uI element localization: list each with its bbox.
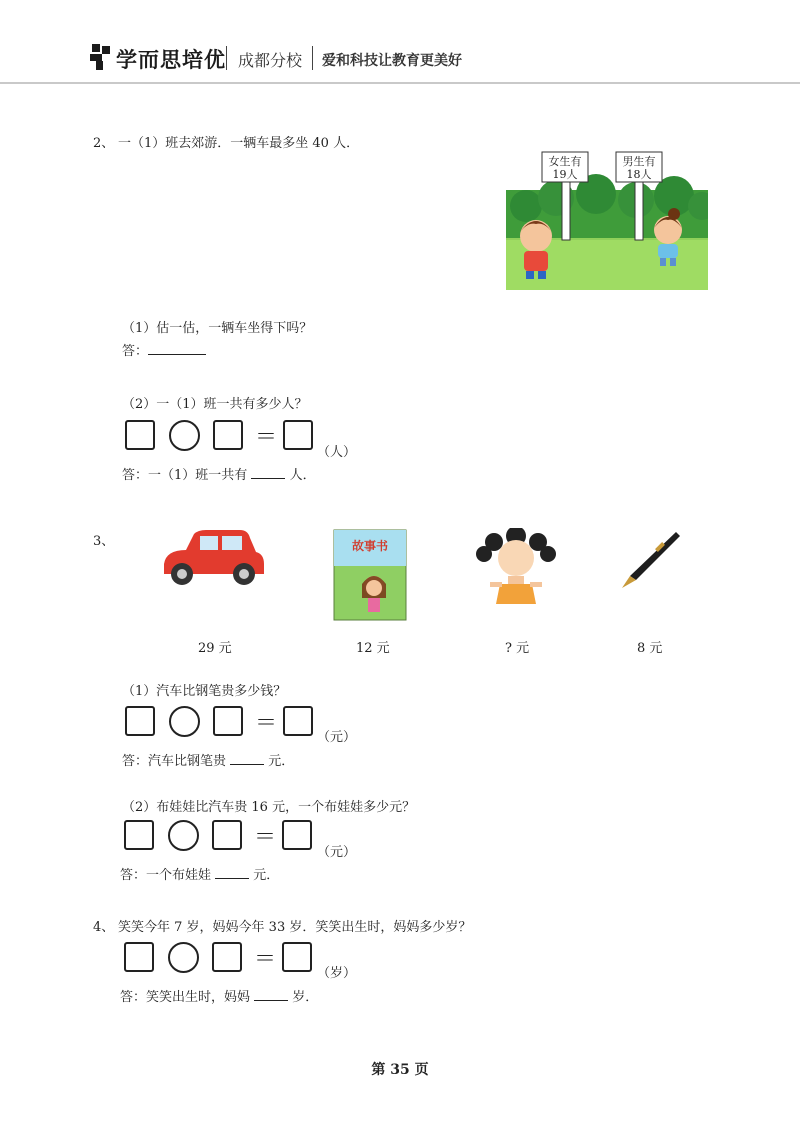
page-number: 第 35 页 <box>371 1062 429 1078</box>
price-label: 8 元 <box>637 641 663 656</box>
answer-box[interactable] <box>283 420 313 450</box>
answer-line <box>120 986 318 1005</box>
girls-sign-line1: 女生有 <box>548 155 582 168</box>
answer-box[interactable] <box>282 942 312 972</box>
answer-box[interactable] <box>212 820 242 850</box>
header-divider <box>226 46 227 70</box>
question-stem: 笑笑今年 7 岁，妈妈今年 33 岁．笑笑出生时，妈妈多少岁？ <box>118 920 472 935</box>
answer-line <box>122 340 206 359</box>
answer-text: 元． <box>253 868 280 883</box>
question-number: 4、 <box>93 920 115 935</box>
branch-name: 成都分校 <box>238 51 303 70</box>
answer-blank[interactable] <box>148 342 206 355</box>
price-label: 29 元 <box>198 641 232 656</box>
subquestion: （2）布娃娃比汽车贵 16 元，一个布娃娃多少元？ <box>122 800 416 815</box>
storybook-image <box>332 528 408 622</box>
question-number: 3、 <box>93 534 115 549</box>
subquestion: （1）汽车比钢笔贵多少钱？ <box>122 684 287 699</box>
equals-sign: ＝ <box>255 711 278 736</box>
boys-sign-line1: 男生有 <box>622 155 656 168</box>
answer-box[interactable] <box>283 706 313 736</box>
equals-sign: ＝ <box>254 947 277 972</box>
brand-logo-icon <box>90 44 112 70</box>
subquestion: （2）一（1）班一共有多少人？ <box>122 397 308 412</box>
price-label: ? 元 <box>505 641 530 656</box>
answer-text: 答：汽车比钢笔贵 <box>122 754 227 769</box>
class-outing-illustration <box>506 148 708 290</box>
answer-text: 人． <box>289 468 316 483</box>
answer-line <box>122 750 294 769</box>
answer-text: 岁． <box>292 990 319 1005</box>
doll-image <box>470 528 562 610</box>
equals-sign: ＝ <box>255 425 278 450</box>
boys-sign-line2: 18人 <box>626 168 652 181</box>
unit-label: （人） <box>317 445 357 460</box>
answer-box[interactable] <box>282 820 312 850</box>
toy-car-image <box>158 528 268 590</box>
question-stem: 一（1）班去郊游．一辆车最多坐 40 人． <box>118 136 360 151</box>
operator-circle[interactable] <box>169 420 200 451</box>
answer-text: 元． <box>268 754 295 769</box>
answer-box[interactable] <box>124 942 154 972</box>
answer-box[interactable] <box>213 706 243 736</box>
answer-line <box>122 464 316 483</box>
price-label: 12 元 <box>356 641 390 656</box>
operator-circle[interactable] <box>168 820 199 851</box>
subquestion: （1）估一估，一辆车坐得下吗？ <box>122 321 313 336</box>
question-number: 2、 <box>93 136 115 151</box>
unit-label: （元） <box>317 845 357 860</box>
answer-blank[interactable] <box>215 866 249 879</box>
answer-text: 答：笑笑出生时，妈妈 <box>120 990 251 1005</box>
answer-box[interactable] <box>125 420 155 450</box>
answer-label: 答： <box>122 344 149 359</box>
answer-box[interactable] <box>212 942 242 972</box>
answer-blank[interactable] <box>230 752 264 765</box>
operator-circle[interactable] <box>169 706 200 737</box>
answer-line <box>120 864 279 883</box>
answer-box[interactable] <box>124 820 154 850</box>
unit-label: （元） <box>317 730 357 745</box>
girls-sign-line2: 19人 <box>552 168 578 181</box>
answer-blank[interactable] <box>251 466 285 479</box>
answer-box[interactable] <box>213 420 243 450</box>
answer-blank[interactable] <box>254 988 288 1001</box>
header-divider <box>312 46 313 70</box>
answer-text: 答：一个布娃娃 <box>120 868 212 883</box>
slogan: 爱和科技让教育更美好 <box>322 53 462 69</box>
unit-label: （岁） <box>317 966 357 981</box>
brand-name: 学而思培优 <box>116 48 226 72</box>
equals-sign: ＝ <box>254 825 277 850</box>
fountain-pen-image <box>614 528 684 592</box>
book-title: 故事书 <box>351 539 389 553</box>
answer-text: 答：一（1）班一共有 <box>122 468 248 483</box>
operator-circle[interactable] <box>168 942 199 973</box>
answer-box[interactable] <box>125 706 155 736</box>
